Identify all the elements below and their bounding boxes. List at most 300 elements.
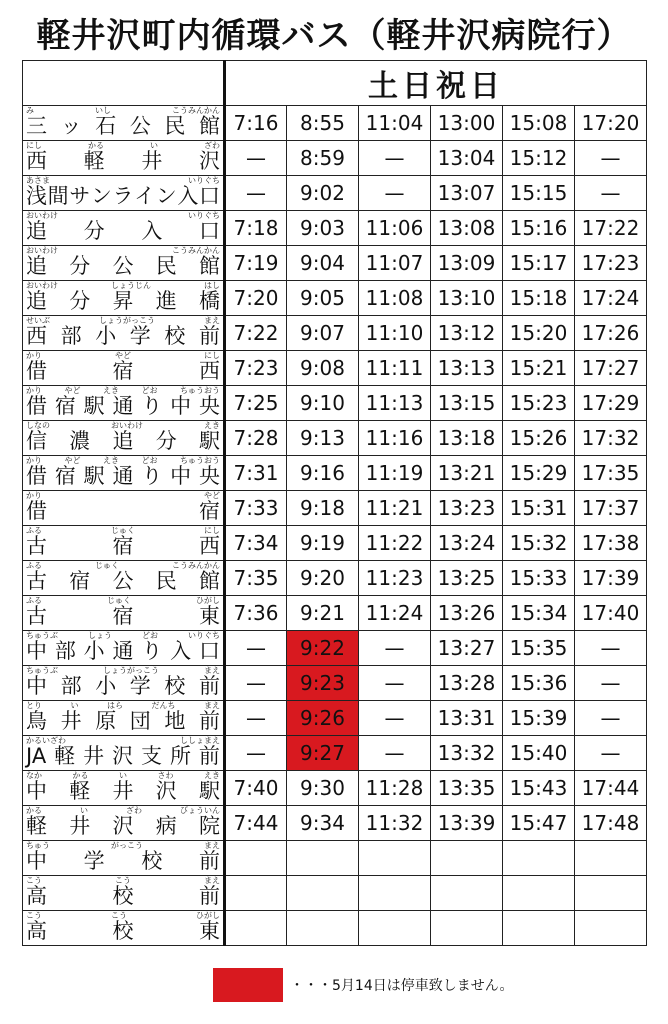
departure-time: 9:04: [287, 246, 359, 281]
departure-time: 15:26: [503, 421, 575, 456]
departure-time: 17:22: [575, 211, 647, 246]
departure-time: 15:20: [503, 316, 575, 351]
stop-name: [26, 289, 220, 313]
furigana-part: えき: [103, 456, 119, 465]
stop-name-char: 分: [69, 289, 91, 313]
stop-name-char: 部: [60, 674, 82, 698]
stop-row: [23, 281, 647, 316]
furigana-part: やど: [64, 456, 81, 465]
departure-time: 9:03: [287, 211, 359, 246]
stop-name-char: 民: [155, 569, 177, 593]
departure-time: 15:17: [503, 246, 575, 281]
stop-row: [23, 421, 647, 456]
departure-time: 9:08: [287, 351, 359, 386]
furigana-part: かり: [26, 386, 42, 395]
furigana-part: まえ: [204, 666, 220, 675]
stop-name: [26, 604, 220, 628]
stop-name-char: ン: [155, 184, 177, 208]
departure-time: —: [225, 176, 287, 211]
departure-time: [287, 876, 359, 911]
departure-time: [225, 911, 287, 946]
stop-name-char: 西: [199, 534, 220, 558]
stop-name: [26, 184, 220, 208]
stop-name-char: 団: [129, 709, 151, 733]
furigana-part: こうみんかん: [172, 561, 220, 570]
stop-name-char: 前: [198, 324, 220, 348]
stop-name-char: 中: [170, 394, 192, 418]
stop-name-cell: [23, 106, 225, 141]
departure-time: 15:39: [503, 701, 575, 736]
departure-time: 7:34: [225, 526, 287, 561]
departure-time: 11:32: [359, 806, 431, 841]
furigana-part: おいわけ: [26, 211, 58, 220]
furigana-part: せいぶ: [26, 316, 50, 325]
stop-name-char: 前: [198, 744, 220, 768]
stop-name-char: 駅: [199, 429, 220, 453]
stop-name-char: 公: [112, 254, 134, 278]
stop-row: [23, 736, 647, 771]
stop-name-char: 宿: [54, 464, 76, 488]
stop-name-char: 前: [198, 849, 220, 873]
stop-name-cell: [23, 421, 225, 456]
stop-name-char: 井: [69, 814, 91, 838]
furigana-part: びょういん: [180, 806, 220, 815]
stop-name-char: 井: [112, 779, 134, 803]
furigana-part: さわ: [157, 771, 174, 780]
stop-name-char: 追: [112, 429, 134, 453]
departure-time: —: [359, 141, 431, 176]
stop-name: [26, 324, 220, 348]
stop-name-char: 小: [95, 674, 117, 698]
stop-name-char: 分: [69, 254, 91, 278]
stop-name-char: 部: [60, 324, 82, 348]
stop-name-char: 前: [199, 884, 220, 908]
departure-time: [359, 841, 431, 876]
furigana-part: いりぐち: [188, 211, 220, 220]
stop-name-cell: [23, 316, 225, 351]
stop-name-char: 央: [198, 394, 220, 418]
furigana-part: じゅく: [107, 596, 131, 605]
departure-time: [431, 911, 503, 946]
departure-time: 11:06: [359, 211, 431, 246]
stop-name-cell: [23, 736, 225, 771]
stop-name-char: 学: [83, 849, 105, 873]
departure-time: 9:30: [287, 771, 359, 806]
departure-time: 9:16: [287, 456, 359, 491]
departure-time: [359, 876, 431, 911]
departure-time: 15:08: [503, 106, 575, 141]
stop-name-char: 軽: [26, 814, 47, 838]
stop-name-char: 館: [198, 114, 220, 138]
furigana-part: こう: [26, 876, 42, 885]
furigana-part: どお: [141, 386, 158, 395]
departure-time: 13:32: [431, 736, 503, 771]
stop-name: [26, 674, 220, 698]
stop-name-char: 浅: [26, 184, 47, 208]
departure-time: 17:29: [575, 386, 647, 421]
departure-time: [225, 841, 287, 876]
stop-row: [23, 911, 647, 946]
stop-row: [23, 351, 647, 386]
stop-name: [26, 744, 220, 768]
stop-name-char: 追: [26, 289, 47, 313]
departure-time: 15:36: [503, 666, 575, 701]
stop-name: [26, 779, 220, 803]
stop-name-char: 古: [26, 569, 47, 593]
furigana-part: まえ: [204, 841, 220, 850]
stop-name-char: 濃: [69, 429, 91, 453]
stop-name-char: 校: [112, 919, 134, 943]
departure-time: 7:28: [225, 421, 287, 456]
stop-name: [26, 534, 220, 558]
departure-time: 17:27: [575, 351, 647, 386]
stop-name-char: 古: [26, 604, 47, 628]
furigana-part: えき: [103, 386, 119, 395]
stop-name-cell: [23, 141, 225, 176]
stop-name-char: 病: [155, 814, 177, 838]
stop-name-char: 沢: [112, 744, 134, 768]
departure-time: [359, 911, 431, 946]
furigana-part: おいわけ: [111, 421, 143, 430]
stop-name-char: 口: [199, 184, 220, 208]
stop-name-char: 学: [129, 324, 151, 348]
departure-time: —: [575, 141, 647, 176]
departure-time: 17:32: [575, 421, 647, 456]
stop-name-char: 橋: [199, 289, 220, 313]
departure-time: 17:20: [575, 106, 647, 141]
stop-name-char: 東: [199, 919, 220, 943]
stop-name-char: 中: [26, 849, 47, 873]
departure-time: 7:25: [225, 386, 287, 421]
departure-time: 17:38: [575, 526, 647, 561]
departure-time: 7:35: [225, 561, 287, 596]
departure-time: 9:21: [287, 596, 359, 631]
stop-name-char: 信: [26, 429, 47, 453]
departure-time: 15:18: [503, 281, 575, 316]
stop-name-char: 追: [26, 254, 47, 278]
stop-name-cell: [23, 386, 225, 421]
departure-time: 9:23: [287, 666, 359, 701]
stop-name-char: 小: [83, 639, 105, 663]
departure-time: 11:21: [359, 491, 431, 526]
stop-name-cell: [23, 456, 225, 491]
departure-time: 9:34: [287, 806, 359, 841]
furigana-part: ちゅう: [26, 841, 50, 850]
furigana-part: なか: [26, 771, 42, 780]
departure-time: —: [359, 701, 431, 736]
departure-time: —: [225, 736, 287, 771]
stop-name-char: 軽: [83, 149, 105, 173]
stop-name-char: 小: [95, 324, 117, 348]
departure-time: 11:04: [359, 106, 431, 141]
departure-time: —: [575, 736, 647, 771]
furigana-part: ちゅうおう: [180, 386, 220, 395]
stop-name-char: 西: [26, 324, 47, 348]
stop-name-char: 入: [170, 639, 192, 663]
stop-name-cell: [23, 561, 225, 596]
stop-name-char: 宿: [112, 359, 134, 383]
furigana-part: おいわけ: [26, 281, 58, 290]
furigana-part: やど: [64, 386, 81, 395]
furigana-part: こうみんかん: [172, 106, 220, 115]
stop-name-char: 館: [199, 569, 220, 593]
departure-time: 15:34: [503, 596, 575, 631]
stop-row: [23, 666, 647, 701]
stop-name-char: 借: [26, 359, 47, 383]
stop-row: [23, 176, 647, 211]
stop-name-char: 公: [129, 114, 151, 138]
departure-time: —: [225, 141, 287, 176]
departure-time: 13:28: [431, 666, 503, 701]
furigana-part: かり: [26, 456, 42, 465]
departure-time: 13:15: [431, 386, 503, 421]
stop-name-char: 追: [26, 219, 47, 243]
stop-name-char: 借: [26, 499, 47, 523]
stop-name-char: 宿: [112, 604, 134, 628]
departure-time: 13:18: [431, 421, 503, 456]
stop-name-char: 西: [199, 359, 220, 383]
departure-time: 9:27: [287, 736, 359, 771]
furigana-part: い: [70, 701, 79, 710]
departure-time: 7:31: [225, 456, 287, 491]
furigana-part: ししょまえ: [180, 736, 220, 745]
departure-time: —: [575, 631, 647, 666]
furigana-part: おいわけ: [26, 246, 58, 255]
stop-name-cell: [23, 911, 225, 946]
stop-name-char: 三: [26, 114, 47, 138]
stop-row: [23, 841, 647, 876]
departure-time: 11:08: [359, 281, 431, 316]
stop-name-char: サ: [69, 184, 91, 208]
stop-name-cell: [23, 631, 225, 666]
departure-time: 9:02: [287, 176, 359, 211]
stop-row: [23, 316, 647, 351]
departure-time: [287, 841, 359, 876]
departure-time: 9:20: [287, 561, 359, 596]
furigana-part: かり: [26, 491, 42, 500]
departure-time: [431, 876, 503, 911]
stop-name: [26, 149, 220, 173]
stop-name-char: 校: [164, 324, 186, 348]
departure-time: 13:35: [431, 771, 503, 806]
furigana-part: こう: [111, 911, 127, 920]
stop-name-char: 昇: [112, 289, 134, 313]
stop-name-char: 前: [198, 709, 220, 733]
departure-time: —: [575, 666, 647, 701]
departure-time: 17:40: [575, 596, 647, 631]
stop-name-char: ッ: [60, 114, 82, 138]
departure-time: 7:20: [225, 281, 287, 316]
departure-time: —: [359, 176, 431, 211]
stop-name-char: 高: [26, 919, 47, 943]
stop-name-char: 井: [83, 744, 105, 768]
stop-name-cell: [23, 876, 225, 911]
furigana-part: ふる: [26, 526, 42, 535]
departure-time: [503, 841, 575, 876]
stop-name-char: 地: [164, 709, 186, 733]
furigana-part: やど: [115, 351, 131, 360]
departure-time: 15:47: [503, 806, 575, 841]
departure-time: 9:05: [287, 281, 359, 316]
stop-name-char: 通: [112, 394, 134, 418]
stop-name-char: 分: [155, 429, 177, 453]
furigana-part: いりぐち: [188, 631, 220, 640]
furigana-part: まえ: [204, 876, 220, 885]
departure-time: 9:26: [287, 701, 359, 736]
departure-time: 17:23: [575, 246, 647, 281]
departure-time: 13:04: [431, 141, 503, 176]
furigana-part: ざわ: [126, 806, 142, 815]
stop-row: [23, 491, 647, 526]
departure-time: 13:23: [431, 491, 503, 526]
furigana-part: こう: [115, 876, 131, 885]
page-title: 軽井沢町内循環バス（軽井沢病院行）: [36, 16, 632, 56]
departure-time: 11:24: [359, 596, 431, 631]
stop-name: [26, 394, 220, 418]
departure-time: 11:16: [359, 421, 431, 456]
stop-name-char: 軽: [69, 779, 91, 803]
departure-time: [575, 876, 647, 911]
stop-name-char: 井: [60, 709, 82, 733]
furigana-part: やど: [204, 491, 220, 500]
stop-name-cell: [23, 596, 225, 631]
stop-name-char: 入: [177, 184, 199, 208]
departure-time: 15:43: [503, 771, 575, 806]
departure-time: 13:24: [431, 526, 503, 561]
stop-name-cell: [23, 176, 225, 211]
furigana-part: しょうがっこう: [103, 666, 159, 675]
stop-name: [26, 709, 220, 733]
stop-name-char: り: [141, 464, 163, 488]
departure-time: 11:19: [359, 456, 431, 491]
stop-row: [23, 701, 647, 736]
stop-name-char: 民: [164, 114, 186, 138]
furigana-part: じゅく: [111, 526, 135, 535]
departure-time: 8:55: [287, 106, 359, 141]
departure-time: [287, 911, 359, 946]
stop-name-char: 井: [141, 149, 163, 173]
timetable-body: [23, 61, 647, 946]
departure-time: 13:00: [431, 106, 503, 141]
header-row: [23, 61, 647, 106]
stop-name: [26, 919, 220, 943]
departure-time: 15:33: [503, 561, 575, 596]
departure-time: —: [359, 736, 431, 771]
stop-name: [26, 359, 220, 383]
departure-time: 8:59: [287, 141, 359, 176]
departure-time: —: [225, 701, 287, 736]
stop-name-char: 学: [129, 674, 151, 698]
furigana-part: えき: [204, 421, 220, 430]
furigana-part: いし: [95, 106, 111, 115]
furigana-part: にし: [204, 351, 220, 360]
furigana-part: こうみんかん: [172, 246, 220, 255]
departure-time: 7:40: [225, 771, 287, 806]
furigana-part: ちゅうおう: [180, 456, 220, 465]
stop-name-char: 中: [26, 779, 47, 803]
stop-name: [26, 114, 220, 138]
departure-time: 9:18: [287, 491, 359, 526]
stop-name-char: 借: [26, 394, 47, 418]
stop-name-char: 通: [112, 464, 134, 488]
stop-row: [23, 211, 647, 246]
furigana-part: ちゅうぶ: [26, 666, 58, 675]
furigana-part: かる: [88, 141, 104, 150]
stop-name-char: 古: [26, 534, 47, 558]
furigana-part: しょうがっこう: [99, 316, 155, 325]
departure-time: 13:31: [431, 701, 503, 736]
stop-name: [26, 569, 220, 593]
stop-name-char: 部: [54, 639, 76, 663]
departure-time: 11:10: [359, 316, 431, 351]
departure-time: 15:31: [503, 491, 575, 526]
stop-name-char: 中: [26, 639, 47, 663]
departure-time: 9:07: [287, 316, 359, 351]
stop-name-char: 公: [112, 569, 134, 593]
stop-name: [26, 499, 220, 523]
departure-time: 15:21: [503, 351, 575, 386]
stop-name-char: 原: [95, 709, 117, 733]
stop-name-char: 駅: [83, 464, 105, 488]
stop-row: [23, 771, 647, 806]
departure-time: 13:13: [431, 351, 503, 386]
departure-time: 11:28: [359, 771, 431, 806]
departure-time: 9:13: [287, 421, 359, 456]
stop-name-char: 館: [199, 254, 220, 278]
stop-name-cell: [23, 246, 225, 281]
departure-time: [431, 841, 503, 876]
departure-time: 7:23: [225, 351, 287, 386]
stop-row: [23, 246, 647, 281]
stop-name-cell: [23, 526, 225, 561]
furigana-part: はし: [204, 281, 220, 290]
legend-text: ・・・5月14日は停車致しません。: [290, 978, 514, 994]
furigana-part: とり: [26, 701, 42, 710]
departure-time: 15:12: [503, 141, 575, 176]
furigana-part: はら: [107, 701, 123, 710]
departure-time: 7:44: [225, 806, 287, 841]
departure-time: 11:11: [359, 351, 431, 386]
departure-time: 13:10: [431, 281, 503, 316]
furigana-part: い: [80, 806, 88, 815]
stop-name-cell: [23, 806, 225, 841]
furigana-part: どお: [141, 456, 158, 465]
stop-row: [23, 526, 647, 561]
furigana-part: こう: [26, 911, 42, 920]
stop-name-char: 宿: [199, 499, 220, 523]
stop-name-char: 間: [47, 184, 69, 208]
stop-row: [23, 561, 647, 596]
departure-time: 7:18: [225, 211, 287, 246]
stop-name-char: 沢: [112, 814, 134, 838]
furigana-part: ひがし: [196, 596, 220, 605]
stop-name-cell: [23, 351, 225, 386]
stop-name: [26, 254, 220, 278]
departure-time: 13:21: [431, 456, 503, 491]
furigana-part: み: [26, 106, 34, 115]
departure-time: 17:26: [575, 316, 647, 351]
departure-time: 11:22: [359, 526, 431, 561]
stop-column-header: [23, 61, 225, 106]
departure-time: 9:22: [287, 631, 359, 666]
departure-time: 13:12: [431, 316, 503, 351]
furigana-part: かる: [26, 806, 42, 815]
stop-name-char: 口: [198, 639, 220, 663]
stop-name-cell: [23, 281, 225, 316]
departure-time: —: [575, 176, 647, 211]
stop-name-char: ン: [90, 184, 112, 208]
stop-name-char: 所: [169, 744, 191, 768]
